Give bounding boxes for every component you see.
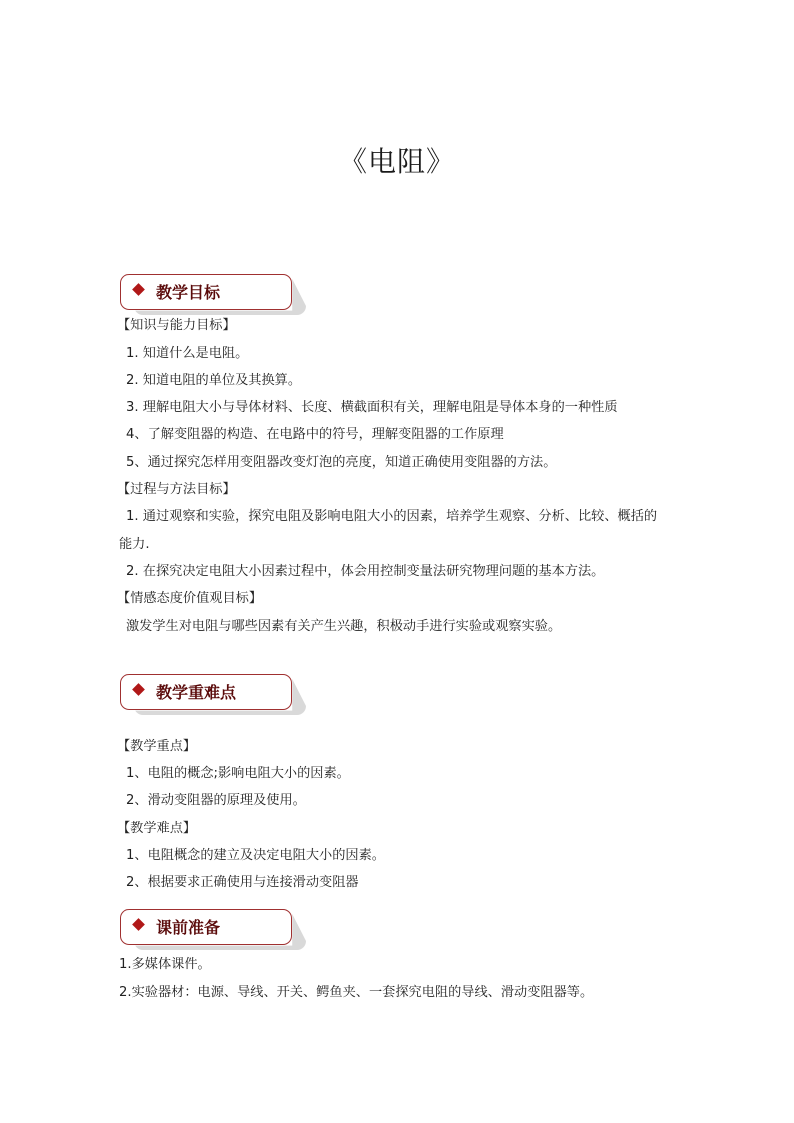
focus-header: 【教学重点】 xyxy=(117,739,197,754)
emotion-goals-header: 【情感态度价值观目标】 xyxy=(117,591,263,606)
section-heading-label: 教学目标 xyxy=(156,283,221,302)
preparation-item: 1.多媒体课件。 xyxy=(119,957,211,972)
knowledge-item: 4、了解变阻器的构造、在电路中的符号，理解变阻器的工作原理 xyxy=(126,427,504,442)
knowledge-item: 3. 理解电阻大小与导体材料、长度、横截面积有关，理解电阻是导体本身的一种性质 xyxy=(126,400,618,415)
section-heading-key-points xyxy=(120,674,310,714)
knowledge-goals-header: 【知识与能力目标】 xyxy=(117,318,236,333)
section-heading-label: 课前准备 xyxy=(156,918,221,937)
process-item-continuation: 能力. xyxy=(119,537,150,552)
process-item: 2. 在探究决定电阻大小因素过程中，体会用控制变量法研究物理问题的基本方法。 xyxy=(126,564,605,579)
difficulty-header: 【教学难点】 xyxy=(117,821,197,836)
process-goals-header: 【过程与方法目标】 xyxy=(117,482,236,497)
section-heading-goals xyxy=(120,274,310,314)
focus-item: 1、电阻的概念;影响电阻大小的因素。 xyxy=(126,766,350,781)
process-item: 1. 通过观察和实验，探究电阻及影响电阻大小的因素，培养学生观察、分析、比较、概括的 xyxy=(126,509,658,524)
focus-item: 2、滑动变阻器的原理及使用。 xyxy=(126,793,306,808)
difficulty-item: 1、电阻概念的建立及决定电阻大小的因素。 xyxy=(126,848,385,863)
knowledge-item: 1. 知道什么是电阻。 xyxy=(126,346,249,361)
preparation-item: 2.实验器材：电源、导线、开关、鳄鱼夹、一套探究电阻的导线、滑动变阻器等。 xyxy=(119,985,594,1000)
document-title: 《电阻》 xyxy=(338,145,455,178)
section-heading-preparation xyxy=(120,909,310,949)
difficulty-item: 2、根据要求正确使用与连接滑动变阻器 xyxy=(126,875,359,890)
emotion-item: 激发学生对电阻与哪些因素有关产生兴趣，积极动手进行实验或观察实验。 xyxy=(126,619,562,634)
knowledge-item: 5、通过探究怎样用变阻器改变灯泡的亮度，知道正确使用变阻器的方法。 xyxy=(126,455,557,470)
knowledge-item: 2. 知道电阻的单位及其换算。 xyxy=(126,373,302,388)
section-heading-label: 教学重难点 xyxy=(156,683,237,702)
